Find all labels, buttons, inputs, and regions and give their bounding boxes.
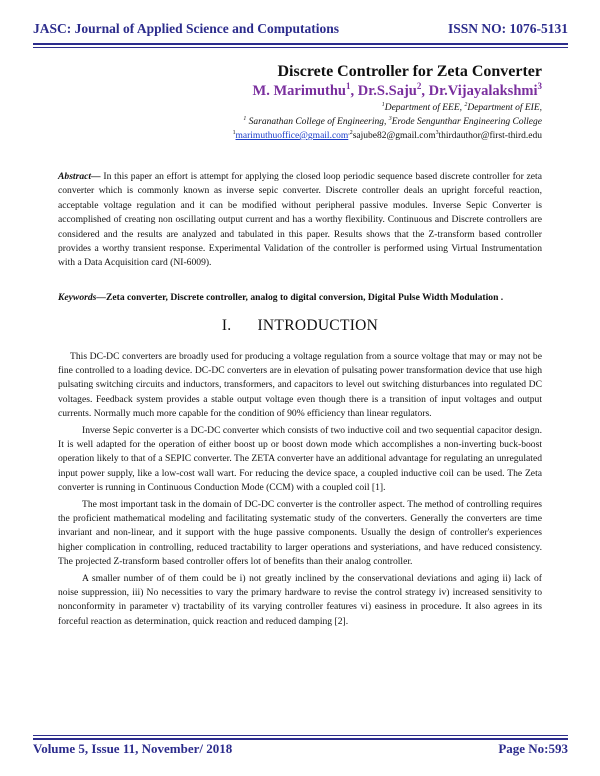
author-name: Dr.S.Saju: [357, 83, 417, 99]
aff-sup: 2: [464, 101, 468, 108]
paragraph: A smaller number of of them could be i) not greatly inclined by the conservational deviations and aging ii) lack of noise suppression, iii) No necessities to vary the primary hardware to revise the control strategy iv) increased sensitivity to nonconformity in parameter v) tractability of its varying controller features vi) easiness in procedure. It also agrees in its forceful reaction as determination, quick reaction and reduced damping [2].: [58, 573, 542, 627]
affiliation-colleges: [243, 117, 542, 127]
header-rule: [33, 43, 568, 48]
email-link[interactable]: marimuthuoffice@gmail.com: [235, 131, 349, 141]
email-sup: 1: [232, 129, 236, 136]
keywords-text: Zeta converter, Discrete controller, analog to digital conversion, Digital Pulse Width Modulation .: [105, 292, 504, 303]
email-text: thirdauthor@first-third.edu: [438, 131, 542, 141]
aff-text: Erode Sengunthar Engineering College: [391, 117, 542, 127]
paragraph: The most important task in the domain of DC-DC converter is the controller aspect. The method of controlling requires the proficient mathematical modeling and facilitating systematic study of the converters. Generally the converters are time invariant and non-linear, and it support with the huge passive components. Usually the design of controller's experiences higher complication in controlling, reduced tractability to larger operations and systeriations, and have reduced consistency. The projected Z-transform based controller offers lot of benefits than their analog controller.: [58, 499, 542, 567]
author-emails: [233, 131, 542, 141]
page-header: [33, 21, 568, 37]
issn-number: ISSN NO: 1076-5131: [447, 21, 568, 36]
section-title: INTRODUCTION: [257, 317, 379, 334]
section-heading: [0, 317, 600, 335]
paragraph: Inverse Sepic converter is a DC-DC converter which consists of two inductive coil and two sequential capacitor design. It is well adapted for the operation of either boost up or boost down mode which accomplishes a non-inverting buck-boost operation likely to that of a SEPIC converter. The ZETA converter have an additional advantage for regulating an unregulated input power supply, like a low-cost wall wart. For reducing the device space, a coupled inductive coil can be used. The Zeta converter is running in Continuous Conduction Mode (CCM) with a coupled coil [1].: [58, 425, 542, 493]
aff-sup: 1: [381, 101, 385, 108]
author-name: Dr.Vijayalakshmi: [428, 83, 538, 99]
keywords-label: Keywords—: [58, 292, 106, 303]
introduction-body: [58, 350, 542, 629]
author-list: [253, 83, 542, 100]
aff-sup: 3: [388, 115, 392, 122]
journal-name: JASC: Journal of Applied Science and Computations: [33, 21, 340, 36]
email-sup: ,2: [348, 129, 353, 136]
email-sup: 3: [435, 129, 439, 136]
abstract-text: In this paper an effort is attempt for applying the closed loop periodic sequence based discrete controller for zeta converter which is commonly known as inverse sepic converter. Discrete controller deals an upright forceful reaction, acceptable voltage regulation and it can be modified without peripheral passive modules. Inverse Sepic Converter is accomplished of creating non oscillating output current and has a worthy flexibility. Continuous and Discrete controllers are considered and the results are analyzed and tabulated in this paper. Results shows that the Z-transform based controller provides a worthy transient response. Experimental Validation of the controller is performed using Virtual Instrumentation with a Data Acquisition card (NI-6009).: [58, 171, 542, 269]
abstract: [58, 170, 542, 271]
author-sup: 3: [537, 81, 542, 92]
section-number: I.: [221, 317, 232, 334]
author-sep: ,: [421, 83, 429, 99]
email-text: sajube82@gmail.com: [352, 131, 436, 141]
author-name: M. Marimuthu: [252, 83, 346, 99]
page-footer: [33, 741, 568, 757]
aff-sup: 1: [243, 115, 247, 122]
page-number: Page No:593: [498, 741, 568, 756]
aff-text: Department of EIE,: [467, 103, 542, 113]
aff-text: Saranathan College of Engineering,: [246, 117, 389, 127]
affiliation-departments: [382, 103, 542, 113]
author-sep: ,: [350, 83, 358, 99]
footer-rule: [33, 735, 568, 740]
abstract-label: Abstract—: [58, 171, 101, 182]
author-sup: 1: [345, 81, 351, 92]
aff-text: Department of EEE,: [384, 103, 465, 113]
paragraph: This DC-DC converters are broadly used for producing a voltage regulation from a source voltage that may or may not be fine controlled to a loading device. DC-DC converters are in elevation of pulsating power transformation device that use high pulsating switching circuits and inductors, transformers, and capacitors to level out switching disturbances into regulated DC voltages. Feedback system provides a stable output voltage even though there is a transition of input voltages and output currents. Normally much more capable for the condition of 90% efficiency than linear regulators.: [58, 351, 542, 419]
volume-info: Volume 5, Issue 11, November/ 2018: [33, 741, 233, 756]
keywords: [58, 291, 542, 305]
paper-title: Discrete Controller for Zeta Converter: [277, 63, 542, 80]
author-sup: 2: [416, 81, 422, 92]
